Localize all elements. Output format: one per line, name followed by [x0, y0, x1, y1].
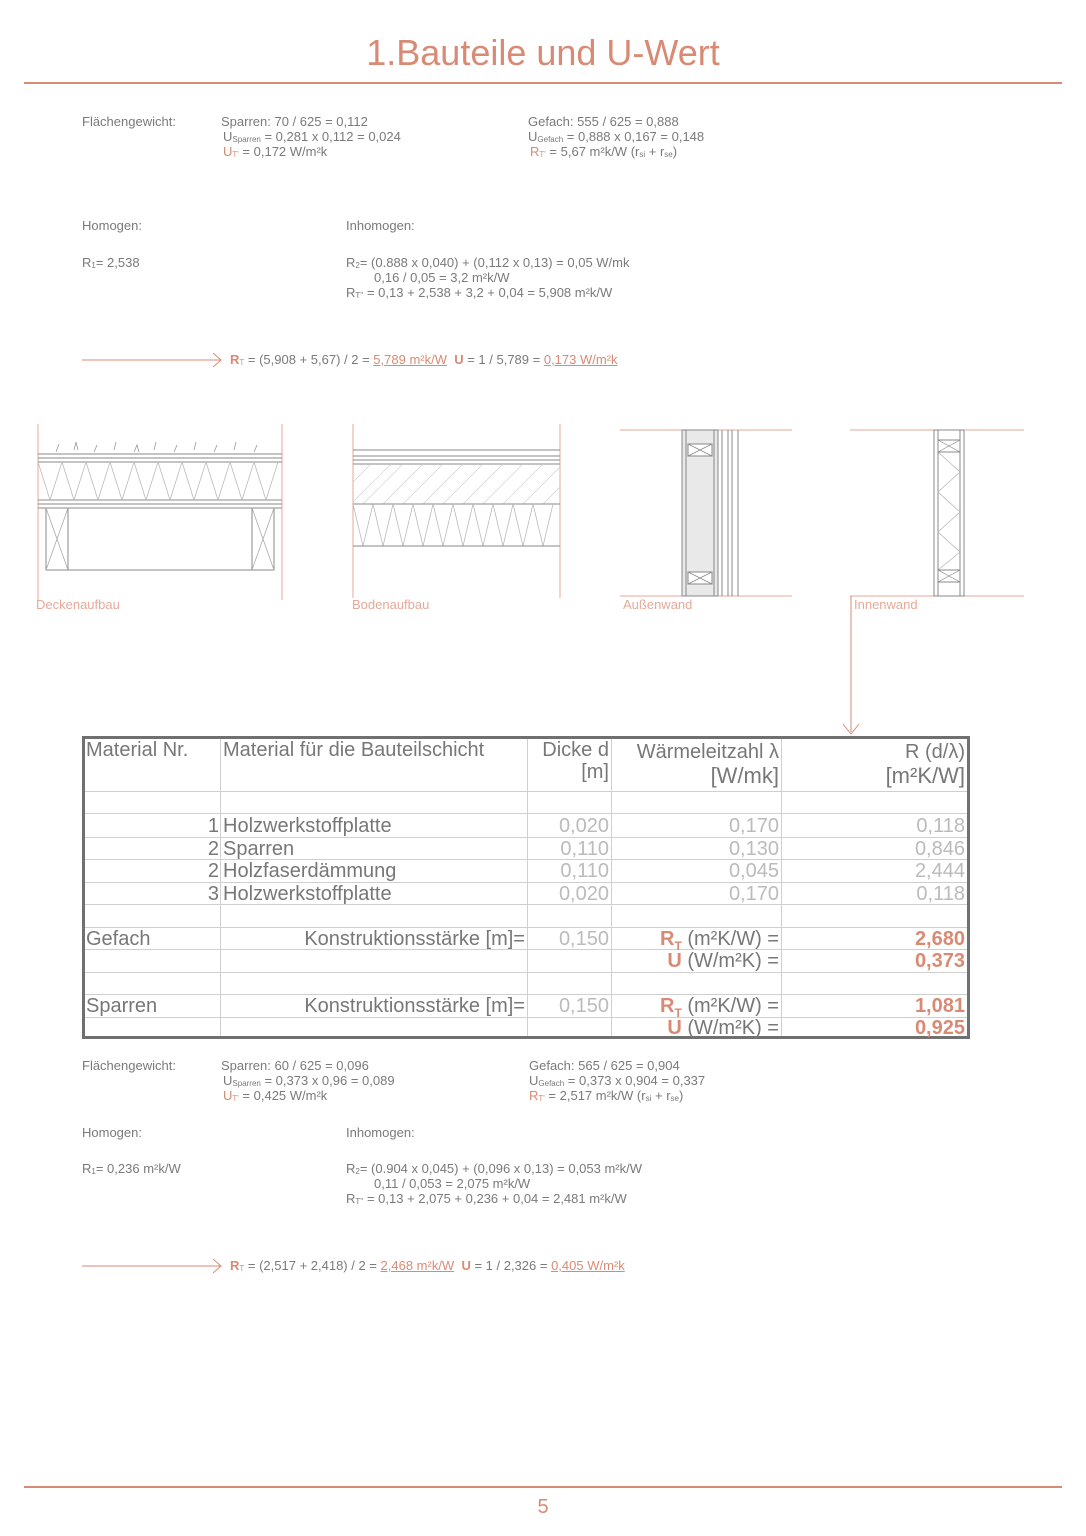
rt2-line: $R_{T''} = 0,13 + 2,538 + 3,2 + 0,04 = 5,908$ m²k/W	[346, 285, 613, 300]
rt2-line: $R_{T''} = 0,13 + 2,075 + 0,236 + 0,04 = 2,481$ m²k/W	[346, 1191, 627, 1206]
innenwand-arrow-icon	[836, 596, 866, 738]
bodenaufbau-drawing-icon	[350, 420, 564, 602]
r1-line: $R_1= 2,538$	[82, 255, 140, 270]
row-material: Holzwerkstoffplatte	[223, 883, 392, 905]
inhomogen-label: Inhomogen:	[346, 218, 415, 233]
sparren-u-label: U (W/m²K) =	[667, 1017, 779, 1039]
deckenaufbau-drawing-icon	[34, 420, 286, 602]
row-lambda: 0,170	[728, 815, 779, 837]
innenwand-drawing-icon	[848, 424, 1028, 742]
label-innenwand: Innenwand	[854, 597, 918, 612]
row-lambda: 0,045	[728, 860, 779, 882]
row-r: 0,118	[916, 815, 965, 837]
ut-line: $U_{T'} = 0,425$ W/m²k	[223, 1088, 328, 1103]
r2-line-2: 0,16 / 0,05 = 3,2 m²k/W	[374, 270, 510, 285]
sparren-line: Sparren: 70 / 625 = 0,112	[221, 114, 368, 129]
ut-line: $U_{T'} = 0,172$ W/m²k	[223, 144, 328, 159]
header-dicke-unit: [m]	[581, 761, 609, 783]
gefach-konstruktion-value: 0,150	[558, 928, 609, 950]
header-lambda-unit: [W/mk]	[710, 763, 779, 788]
gefach-konstruktion-label: Konstruktionsstärke [m]=	[304, 928, 525, 950]
label-aussenwand: Außenwand	[623, 597, 693, 612]
sparren-rt-value: 1,081	[914, 995, 965, 1017]
row-divider	[85, 791, 967, 792]
aussenwand-drawing-icon	[620, 424, 796, 600]
result-arrow-2-icon	[82, 1258, 224, 1274]
gefach-rt-value: 2,680	[914, 928, 965, 950]
homogen-label: Homogen:	[82, 218, 142, 233]
header-lambda: Wärmeleitzahl λ	[636, 741, 779, 763]
gefach-label: Gefach	[86, 928, 151, 950]
u-wert-table	[82, 736, 970, 1039]
result-line-2: $R_T = (2,517 + 2,418) / 2 = 2,468$ m²k/W U = 1 / 2,326 = 0,405 W/m²k	[230, 1258, 625, 1273]
gefach-u-value: 0,373	[914, 950, 965, 972]
label-deckenaufbau: Deckenaufbau	[36, 597, 120, 612]
header-r: R (d/λ)	[905, 741, 965, 763]
row-dicke: 0,020	[558, 883, 609, 905]
gefach-u-label: U (W/m²K) =	[667, 950, 779, 972]
sparren-line: Sparren: 60 / 625 = 0,096	[221, 1058, 369, 1073]
gefach-line: Gefach: 555 / 625 = 0,888	[528, 114, 679, 129]
homogen-label: Homogen:	[82, 1125, 142, 1140]
row-nr: 2	[207, 860, 219, 882]
r1-line: $R_1= 0,236$ m²k/W	[82, 1161, 181, 1176]
row-divider	[85, 972, 967, 973]
gefach-rt-label: $R_T$ (m²K/W) =	[659, 928, 779, 953]
u-sparren-line: $U_{Sparren} = 0,281$ x 0,112 = 0,024	[223, 129, 401, 144]
header-material-nr: Material Nr.	[86, 739, 189, 761]
label-bodenaufbau: Bodenaufbau	[352, 597, 430, 612]
result-line-1: $R_T = (5,908 + 5,67) / 2 = 5,789$ m²k/W U = 1 / 5,789 = 0,173 W/m²k	[230, 352, 618, 367]
u-gefach-line: $U_{Gefach} = 0,373$ x 0,904 = 0,337	[529, 1073, 706, 1088]
sparren-konstruktion-value: 0,150	[558, 995, 609, 1017]
gefach-line: Gefach: 565 / 625 = 0,904	[529, 1058, 680, 1073]
rt-line: $R_{T'} = 2,517$ m²k/W $(r_{si} + r_{se})$	[529, 1088, 684, 1103]
flaechengewicht-label: Flächengewicht:	[82, 114, 176, 129]
header-r-unit: [m²K/W]	[885, 763, 965, 788]
r2-line-2: 0,11 / 0,053 = 2,075 m²k/W	[374, 1176, 531, 1191]
r2-line: $R_2= (0.904$ x 0,045) + (0,096 x 0,13) = 0,053 m²k/W	[346, 1161, 643, 1176]
sparren-label: Sparren	[86, 995, 158, 1017]
row-nr: 2	[207, 838, 219, 860]
row-dicke: 0,110	[560, 860, 609, 882]
header-material: Material für die Bauteilschicht	[223, 739, 485, 761]
u-gefach-line: $U_{Gefach} = 0,888$ x 0,167 = 0,148	[528, 129, 705, 144]
row-nr: 3	[207, 883, 219, 905]
row-dicke: 0,020	[558, 815, 609, 837]
page-number: 5	[537, 1496, 549, 1518]
row-material: Holzfaserdämmung	[223, 860, 397, 882]
row-lambda: 0,170	[728, 883, 779, 905]
rt-line: $R_{T'} = 5,67$ m²k/W $(r_{si} + r_{se})$	[530, 144, 678, 159]
row-material: Sparren	[223, 838, 295, 860]
row-material: Holzwerkstoffplatte	[223, 815, 392, 837]
col-divider	[220, 739, 221, 1036]
u-sparren-line: $U_{Sparren} = 0,373$ x 0,96 = 0,089	[223, 1073, 395, 1088]
result-arrow-1-icon	[82, 352, 224, 368]
row-r: 0,118	[916, 883, 965, 905]
row-nr: 1	[207, 815, 219, 837]
flaechengewicht-label: Flächengewicht:	[82, 1058, 176, 1073]
row-dicke: 0,110	[560, 838, 609, 860]
row-lambda: 0,130	[728, 838, 779, 860]
inhomogen-label: Inhomogen:	[346, 1125, 415, 1140]
title-rule	[24, 82, 1062, 84]
row-divider	[85, 813, 967, 814]
header-dicke: Dicke d	[542, 739, 609, 761]
sparren-rt-label: $R_T$ (m²K/W) =	[659, 995, 779, 1020]
row-r: 2,444	[914, 860, 965, 882]
sparren-u-value: 0,925	[914, 1017, 965, 1039]
row-r: 0,846	[914, 838, 965, 860]
footer-rule	[24, 1486, 1062, 1488]
page-title: 1.Bauteile und U-Wert	[366, 32, 720, 73]
r2-line: $R_2= (0.888$ x 0,040) + (0,112 x 0,13) = 0,05 W/mk	[346, 255, 630, 270]
sparren-konstruktion-label: Konstruktionsstärke [m]=	[304, 995, 525, 1017]
